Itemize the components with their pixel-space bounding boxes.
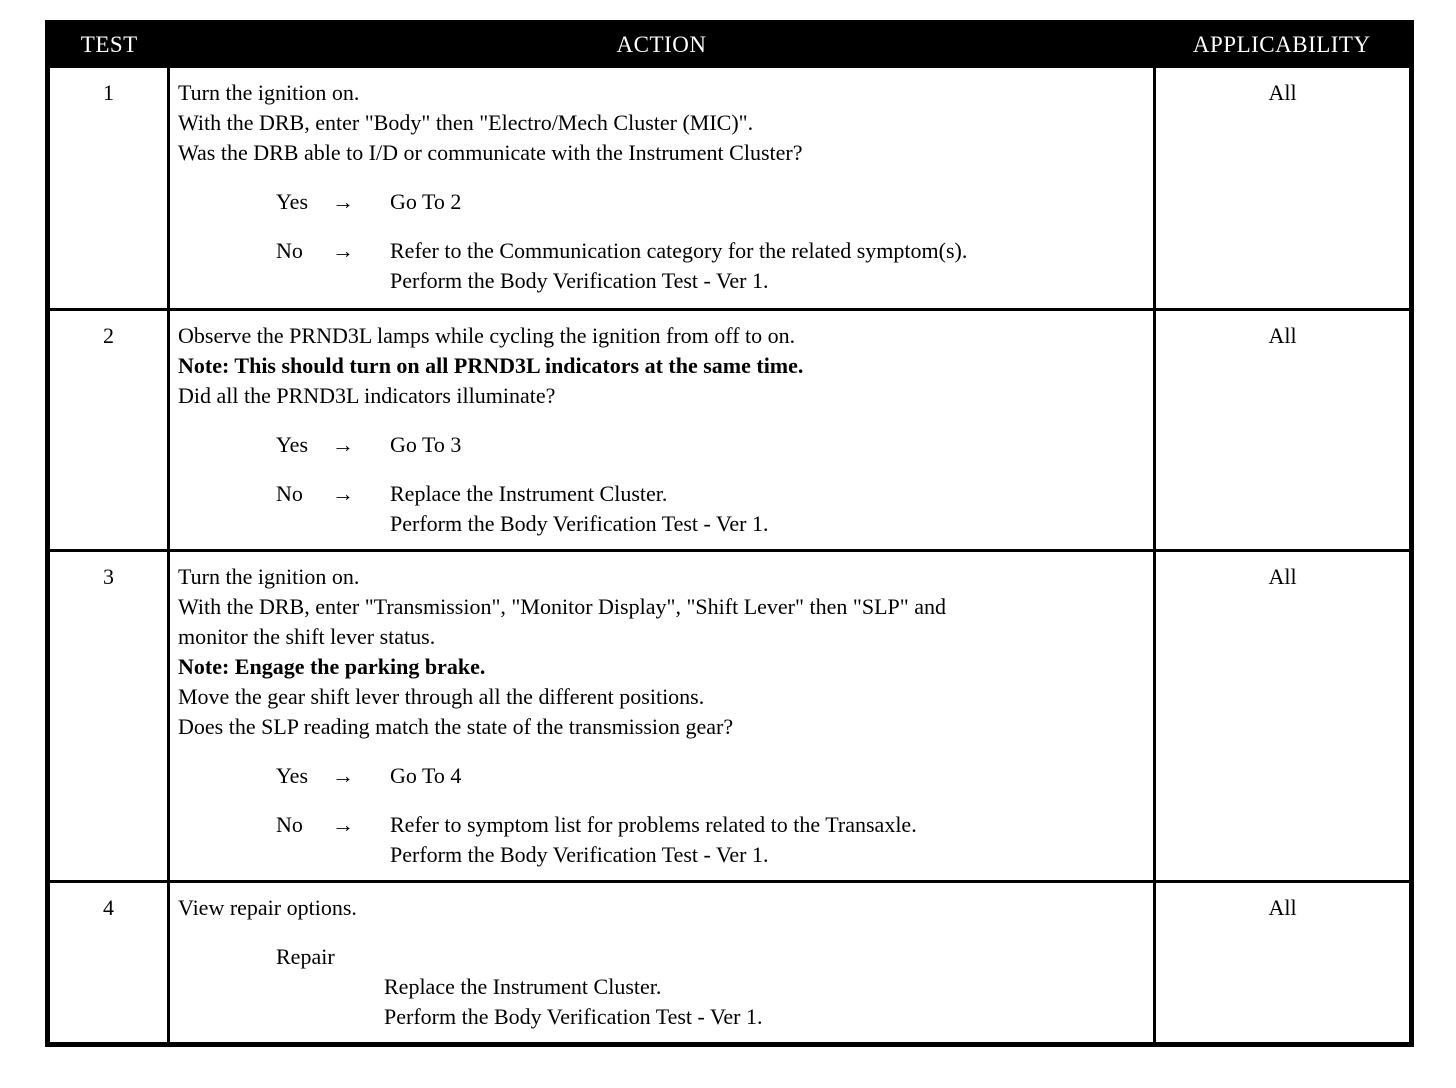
action-line: Move the gear shift lever through all the different positions. [178, 684, 705, 709]
no-label: No [276, 481, 303, 506]
table-row [48, 882, 1412, 1045]
yes-target: Go To 4 [390, 763, 462, 788]
action-line: With the DRB, enter "Transmission", "Monitor Display", "Shift Lever" then "SLP" and [178, 594, 946, 619]
arrow-right-icon: → [332, 812, 354, 837]
table-row [48, 310, 1412, 551]
test-number: 2 [48, 310, 169, 551]
no-target-line: Refer to the Communication category for the related symptom(s). [390, 238, 968, 263]
repair-step: Replace the Instrument Cluster. [384, 974, 662, 999]
no-target-line: Replace the Instrument Cluster. [390, 481, 668, 506]
test-number: 4 [48, 882, 169, 1045]
no-outcome [276, 810, 1145, 870]
action-line: With the DRB, enter "Body" then "Electro/Mech Cluster (MIC)". [178, 110, 754, 135]
action-note: Note: Engage the parking brake. [178, 654, 486, 679]
no-label: No [276, 812, 303, 837]
no-label: No [276, 238, 303, 263]
action-line: Turn the ignition on. [178, 564, 360, 589]
table-row [48, 551, 1412, 882]
arrow-right-icon: → [332, 238, 354, 263]
no-target [390, 810, 917, 870]
yes-outcome [276, 761, 1145, 791]
diagnostic-test-table [45, 20, 1414, 1047]
repair-steps [384, 972, 1145, 1032]
no-target [390, 236, 967, 296]
yes-label: Yes [276, 432, 309, 457]
arrow-right-icon: → [332, 189, 354, 214]
no-outcome [276, 479, 1145, 539]
action-cell [169, 882, 1155, 1045]
arrow-right-icon: → [332, 432, 354, 457]
yes-target: Go To 3 [390, 432, 462, 457]
table-row [48, 67, 1412, 310]
no-target-line: Perform the Body Verification Test - Ver 1. [390, 268, 769, 293]
applicability-value: All [1155, 67, 1412, 310]
test-number: 1 [48, 67, 169, 310]
applicability-value: All [1155, 882, 1412, 1045]
header-test: TEST [48, 23, 169, 67]
action-line: monitor the shift lever status. [178, 624, 436, 649]
action-line: Turn the ignition on. [178, 80, 360, 105]
repair-step: Perform the Body Verification Test - Ver 1. [384, 1004, 763, 1029]
test-number: 3 [48, 551, 169, 882]
yes-outcome [276, 187, 1145, 217]
action-line: Observe the PRND3L lamps while cycling the ignition from off to on. [178, 323, 796, 348]
no-target-line: Refer to symptom list for problems related to the Transaxle. [390, 812, 917, 837]
arrow-right-icon: → [332, 481, 354, 506]
repair-label: Repair [276, 944, 335, 969]
no-outcome [276, 236, 1145, 296]
yes-target: Go To 2 [390, 189, 462, 214]
action-cell [169, 310, 1155, 551]
header-applicability: APPLICABILITY [1155, 23, 1412, 67]
action-line: View repair options. [178, 895, 357, 920]
yes-outcome [276, 430, 1145, 460]
header-row [48, 23, 1412, 67]
yes-label: Yes [276, 189, 309, 214]
action-line: Did all the PRND3L indicators illuminate? [178, 383, 556, 408]
applicability-value: All [1155, 551, 1412, 882]
header-action: ACTION [169, 23, 1155, 67]
applicability-value: All [1155, 310, 1412, 551]
arrow-right-icon: → [332, 763, 354, 788]
no-target [390, 479, 769, 539]
table-header [48, 23, 1412, 67]
yes-label: Yes [276, 763, 309, 788]
no-target-line: Perform the Body Verification Test - Ver 1. [390, 511, 769, 536]
action-cell [169, 67, 1155, 310]
no-target-line: Perform the Body Verification Test - Ver 1. [390, 842, 769, 867]
action-line: Does the SLP reading match the state of the transmission gear? [178, 714, 734, 739]
action-note: Note: This should turn on all PRND3L indicators at the same time. [178, 353, 804, 378]
action-cell [169, 551, 1155, 882]
action-line: Was the DRB able to I/D or communicate with the Instrument Cluster? [178, 140, 803, 165]
